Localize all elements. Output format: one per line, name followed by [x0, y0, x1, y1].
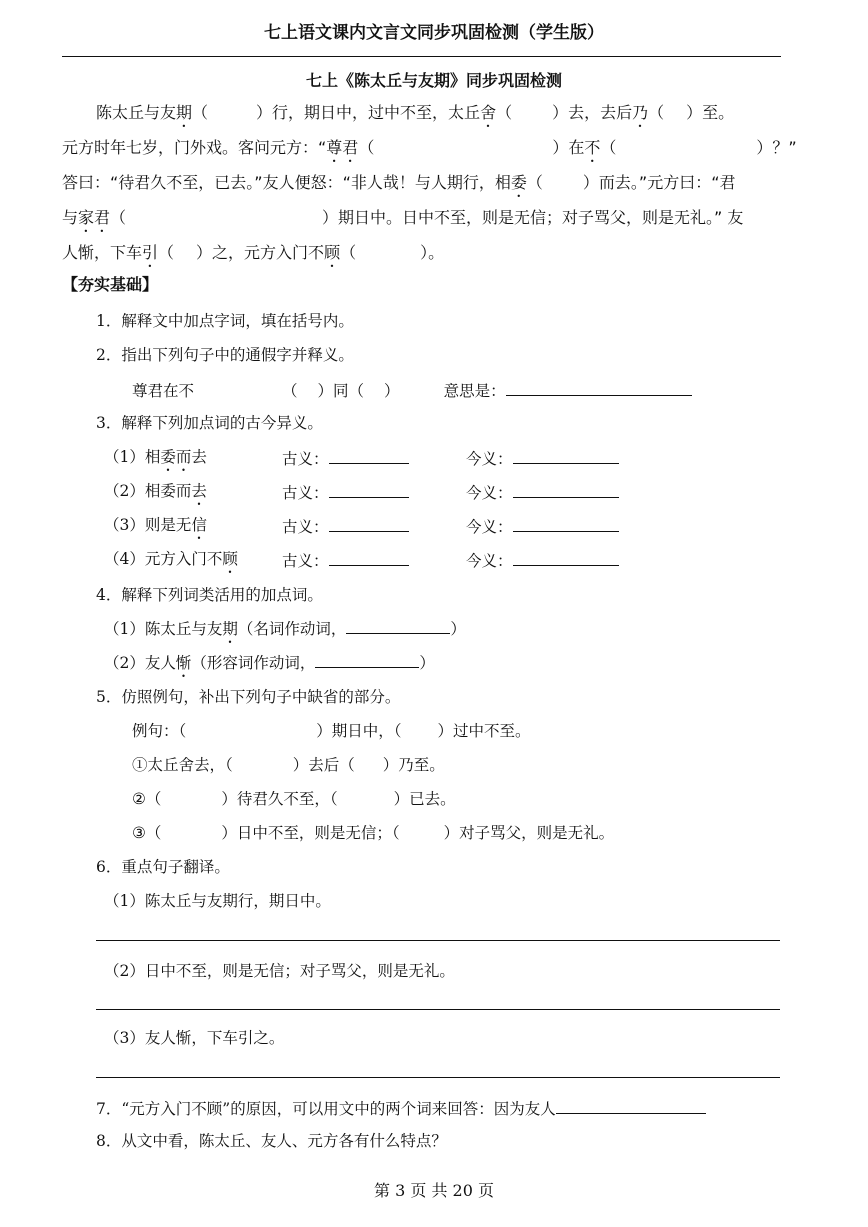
- q3-row-4: （4）元方入门不顾: [104, 550, 238, 568]
- question-6: 6．重点句子翻译。: [96, 858, 230, 876]
- answer-line[interactable]: [96, 1009, 780, 1010]
- question-7: 7．“元方入门不顾”的原因，可以用文中的两个词来回答：因为友人: [96, 1095, 706, 1119]
- question-2: 2．指出下列句子中的通假字并释义。: [96, 346, 354, 364]
- answer-line[interactable]: [329, 479, 409, 498]
- passage-line-4: 与家君（ ）期日中。日中不至，则是无信；对子骂父，则是无礼。” 友: [62, 208, 744, 227]
- modern-meaning: 今义：: [466, 513, 619, 537]
- page-header: 七上语文课内文言文同步巩固检测（学生版）: [264, 23, 604, 43]
- modern-meaning: 今义：: [466, 445, 619, 469]
- answer-line[interactable]: [513, 445, 619, 464]
- q5-item-1: ①太丘舍去，（ ）去后（ ）乃至。: [132, 756, 445, 774]
- answer-line[interactable]: [96, 1077, 780, 1078]
- document-title: 七上《陈太丘与友期》同步巩固检测: [305, 71, 562, 90]
- passage: [62, 96, 797, 271]
- answer-line[interactable]: [329, 547, 409, 566]
- q4-item-1: （1）陈太丘与友期（名词作动词， ）: [104, 615, 466, 647]
- page-footer: 第 3 页 共 20 页: [374, 1181, 494, 1200]
- answer-line[interactable]: [315, 649, 419, 668]
- answer-line[interactable]: [513, 513, 619, 532]
- q6-item-2: （2）日中不至，则是无信；对子骂父，则是无礼。: [104, 962, 455, 980]
- passage-line-5: 人惭，下车引（ ）之，元方入门不顾（ ）。: [62, 243, 445, 262]
- ancient-meaning: 古义：: [282, 547, 409, 571]
- answer-line[interactable]: [329, 445, 409, 464]
- q6-item-3: （3）友人惭，下车引之。: [104, 1029, 285, 1047]
- ancient-meaning: 古义：: [282, 513, 409, 537]
- answer-line[interactable]: [329, 513, 409, 532]
- question-5: 5．仿照例句，补出下列句子中缺省的部分。: [96, 688, 401, 706]
- modern-meaning: 今义：: [466, 547, 619, 571]
- question-1: 1．解释文中加点字词，填在括号内。: [96, 312, 354, 330]
- q2-row: 尊君在不 （ ）同（ ） 意思是：: [132, 377, 692, 401]
- q5-item-3: ③（ ）日中不至，则是无信；（ ）对子骂父，则是无礼。: [132, 824, 615, 842]
- q6-item-1: （1）陈太丘与友期行，期日中。: [104, 892, 331, 910]
- ancient-meaning: 古义：: [282, 479, 409, 503]
- q3-row-3: （3）则是无信: [104, 516, 207, 534]
- answer-line[interactable]: [556, 1095, 706, 1114]
- q5-item-2: ②（ ）待君久不至，（ ）已去。: [132, 790, 456, 808]
- q3-row-1: （1）相委而去: [104, 448, 207, 466]
- answer-line[interactable]: [96, 940, 780, 941]
- section-heading: 【夯实基础】: [62, 275, 159, 294]
- question-4: 4．解释下列词类活用的加点词。: [96, 586, 323, 604]
- answer-line[interactable]: [513, 479, 619, 498]
- q5-example: 例句：（ ）期日中，（ ）过中不至。: [132, 722, 531, 740]
- header-rule: [62, 56, 781, 57]
- q4-item-2: （2）友人惭（形容词作动词， ）: [104, 649, 435, 681]
- question-3: 3．解释下列加点词的古今异义。: [96, 414, 323, 432]
- modern-meaning: 今义：: [466, 479, 619, 503]
- passage-line-3: 答曰：“待君久不至，已去。”友人便怒：“非人哉！与人期行，相委（ ）而去。”元方曰：“君: [62, 173, 736, 192]
- passage-line-1: 陈太丘与友期（ ）行，期日中，过中不至，太丘舍（ ）去，去后乃（ ）至。: [96, 103, 735, 122]
- ancient-meaning: 古义：: [282, 445, 409, 469]
- answer-line[interactable]: [346, 615, 450, 634]
- question-8: 8．从文中看，陈太丘、友人、元方各有什么特点？: [96, 1132, 447, 1150]
- answer-line[interactable]: [513, 547, 619, 566]
- passage-line-2: 元方时年七岁，门外戏。客问元方：“尊君（ ）在不（ ）？”: [62, 138, 797, 157]
- answer-line[interactable]: [506, 377, 692, 396]
- q3-row-2: （2）相委而去: [104, 482, 207, 500]
